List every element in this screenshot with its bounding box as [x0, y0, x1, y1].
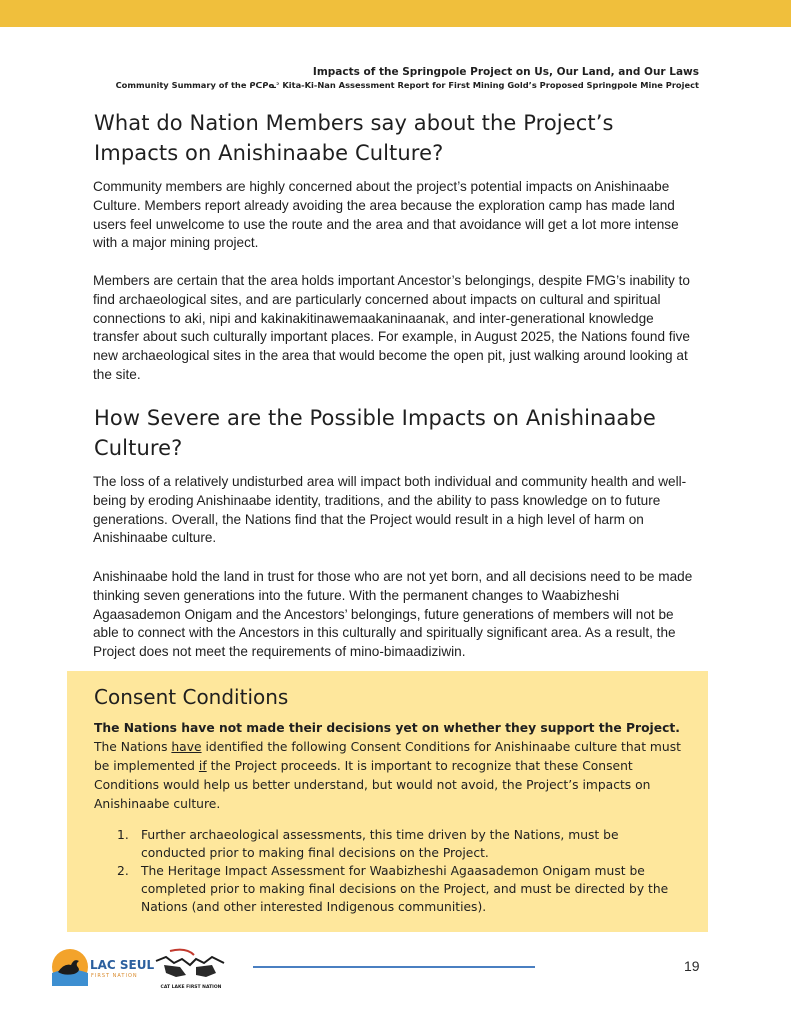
feather-icon [170, 950, 194, 955]
footer-divider [253, 966, 535, 968]
consent-bold-lead: The Nations have not made their decisions yet on whether they support the Project. [94, 721, 680, 735]
consent-conditions-title: Consent Conditions [94, 685, 289, 709]
logo-catlake-name: CAT LAKE FIRST NATION [160, 985, 222, 990]
consent-text-a: The Nations [94, 740, 172, 754]
section-heading-severity: How Severe are the Possible Impacts on Anishinaabe Culture? [94, 406, 656, 460]
list-item-number: 1. [117, 828, 129, 842]
logo-lacseul-name: LAC SEUL [90, 958, 155, 972]
page-number: 19 [684, 958, 700, 974]
list-item [117, 826, 677, 862]
list-item-text: Further archaeological assessments, this time driven by the Nations, must be conducted prior to making final decisions on the Project. [141, 828, 619, 860]
cat-lake-first-nation-logo [150, 947, 232, 991]
paragraph-member-concerns: Community members are highly concerned about the project’s potential impacts on Anishinaabe Culture. Members report already avoiding the area because the exploration camp has made land users feel unwelcome to use the route and the area and that avoidance will get a lot more intense with a major mining project. [93, 179, 679, 251]
consent-underline-if: if [198, 759, 207, 773]
running-header [116, 65, 699, 92]
section-heading-member-views: What do Nation Members say about the Project’s Impacts on Anishinaabe Culture? [94, 111, 614, 165]
lynx-right-icon [196, 965, 216, 977]
lynx-left-icon [164, 965, 186, 977]
paragraph-loss-of-area: The loss of a relatively undisturbed area will impact both individual and community health and well-being by eroding Anishinaabe identity, traditions, and the ability to pass knowledge on to future generations. Overall, the Nations find that the Project would result in a high level of harm on Anishinaabe culture. [93, 474, 687, 546]
consent-underline-have: have [171, 740, 202, 754]
logo-lacseul-sub: FIRST NATION [91, 973, 138, 979]
paragraph-ancestor-belongings: Members are certain that the area holds important Ancestor’s belongings, despite FMG’s inability to find archaeological sites, and are particularly concerned about impacts on cultural and spiritual connections to aki, nipi and kakinakitinawemaakaninaanak, and inter-generational knowledge transfer about such culturally important places. For example, in August 2025, the Nations found five new archaeological sites in the area that would become the open pit, just walking around looking at the site. [93, 273, 690, 382]
running-header-subtitle: Community Summary of the ᑭᑕᑭᓇᐣ Kita-Ki-Nan Assessment Report for First Mining Gold’s Proposed Springpole Mine Project [115, 80, 699, 90]
list-item-number: 2. [117, 864, 129, 878]
list-item [117, 862, 677, 916]
consent-text-c: the Project proceeds. It is important to recognize that these Consent Conditions would help us better understand, but would not avoid, the Project’s impacts on Anishinaabe culture. [94, 759, 651, 811]
wing-icon [156, 957, 224, 965]
lac-seul-first-nation-logo [50, 946, 155, 988]
list-item-text: The Heritage Impact Assessment for Waabizheshi Agaasademon Onigam must be completed prior to making final decisions on the Project, and must be directed by the Nations (and other interested Indigenous communities). [141, 864, 669, 914]
consent-text-b: identified the following Consent Conditions for Anishinaabe culture that must be implemented [94, 740, 681, 773]
consent-conditions-intro [94, 719, 697, 814]
consent-conditions-box [67, 671, 708, 932]
paragraph-seven-generations: Anishinaabe hold the land in trust for those who are not yet born, and all decisions need to be made thinking seven generations into the future. With the permanent changes to Waabizheshi Agaasademon Onigam and the Ancestors’ belongings, future generations of members will not be able to connect with the Ancestors in this culturally and spiritually significant area. As a result, the Project does not meet the requirements of mino-bimaadiziwin. [93, 569, 693, 660]
top-accent-bar [0, 0, 791, 27]
running-header-title: Impacts of the Springpole Project on Us, Our Land, and Our Laws [312, 66, 699, 78]
consent-conditions-list [117, 826, 677, 916]
